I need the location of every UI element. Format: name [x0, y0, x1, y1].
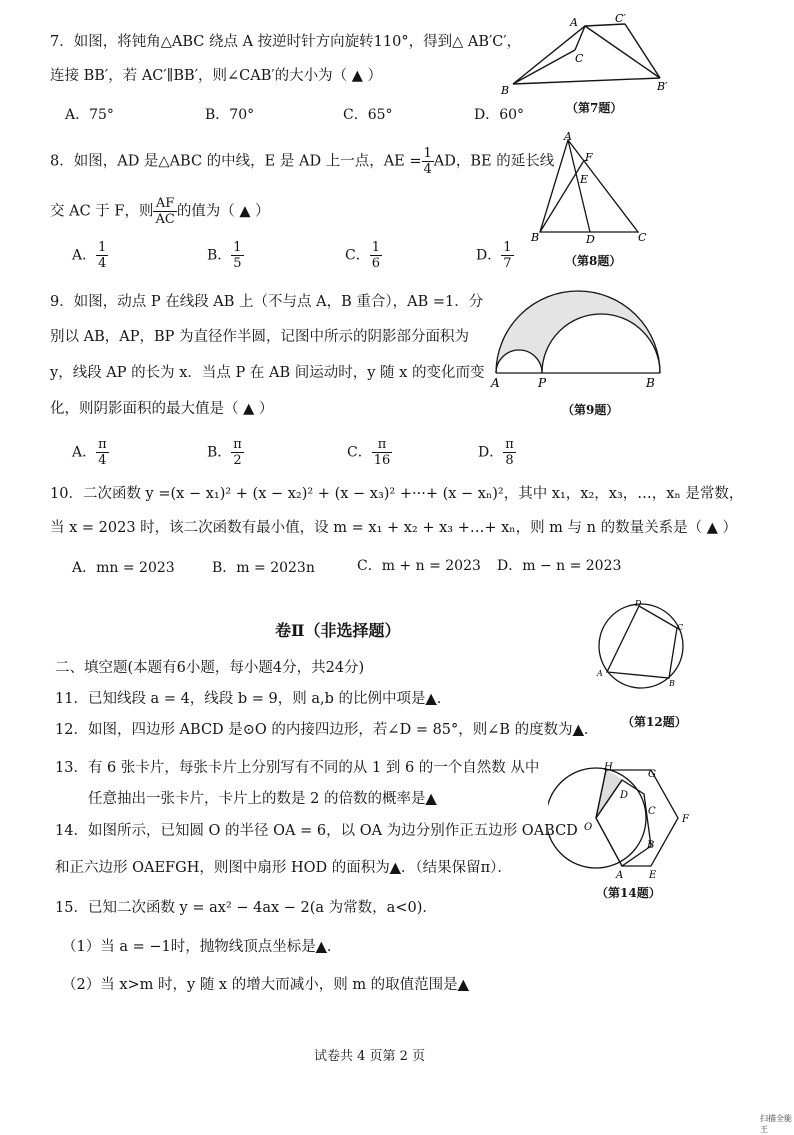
q7-figure — [495, 8, 680, 96]
q13-blank: ▲ — [425, 791, 437, 807]
q9-line3: y，线段 AP 的长为 x．当点 P 在 AB 间运动时，y 随 x 的变化而变 — [50, 365, 485, 381]
q9-option-a-den: 4 — [98, 453, 107, 468]
q7-option-a: A．75° — [65, 107, 114, 123]
q8-label-f: F — [585, 151, 593, 164]
q15-line1: 15．已知二次函数 y = ax² − 4ax − 2(a 为常数，a<0)． — [55, 900, 437, 916]
q8-label-b: B — [531, 231, 540, 244]
q14-label-b: B — [647, 840, 655, 851]
q9-option-b-num: π — [233, 437, 242, 452]
q9-option-b-den: 2 — [233, 453, 242, 468]
q14-blank: ▲ — [389, 860, 401, 876]
q8-ae-den: 4 — [423, 162, 432, 177]
q9-option-d — [478, 437, 516, 468]
q7-label-c: C — [575, 52, 584, 65]
q8-line2 — [50, 196, 270, 227]
q10-option-c: C．m + n = 2023 — [357, 558, 481, 574]
q12-tail: ． — [583, 722, 599, 738]
q9-option-d-den: 8 — [505, 453, 514, 468]
q11-blank: ▲ — [425, 691, 437, 707]
q9-line4: 化，则阴影面积的最大值是（ ▲ ） — [50, 401, 274, 417]
q9-option-a-label: A． — [72, 444, 97, 461]
q14-line1: 14．如图所示，已知圆 O 的半径 OA = 6，以 OA 为边分别作正五边形 OABCD — [55, 823, 578, 839]
q8-label-c: C — [638, 231, 647, 244]
q14-label-a: A — [616, 870, 624, 880]
q7-option-b: B．70° — [205, 107, 255, 123]
q8-label-a: A — [564, 130, 572, 143]
q14-label-d: D — [620, 790, 629, 801]
q8-caption: （第8题） — [565, 254, 622, 268]
q7-label-b-prime: B′ — [657, 80, 668, 93]
q14-label-o: O — [584, 822, 593, 833]
q13-line2 — [88, 789, 437, 809]
q14-figure — [548, 762, 698, 880]
q8-option-d-label: D． — [476, 247, 502, 264]
q8-label-e: E — [580, 173, 589, 186]
q8-ae-num: 1 — [423, 146, 432, 161]
q7-label-c-prime: C′ — [615, 12, 626, 25]
q9-option-a-num: π — [98, 437, 107, 452]
q10-option-b: B．m = 2023n — [212, 560, 315, 576]
q12-label-c: C — [677, 623, 684, 632]
q10-line1: 10．二次函数 y =(x − x₁)² + (x − x₂)² + (x − x₃)² +···+ (x − xₙ)²，其中 x₁，x₂，x₃，…，xₙ 是常数， — [50, 486, 744, 502]
q8-line2-head: 交 AC 于 F，则 — [50, 203, 154, 220]
q8-option-b-label: B． — [207, 247, 232, 264]
q14-label-e: E — [649, 870, 657, 880]
q11-line — [55, 689, 451, 709]
q15-sub2-text: （2）当 x>m 时，y 随 x 的增大而减小，则 m 的取值范围是 — [62, 977, 458, 993]
q8-option-c-num: 1 — [371, 240, 380, 255]
q9-figure — [488, 285, 668, 390]
q14-label-c: C — [648, 806, 656, 817]
section2-title: 卷Ⅱ（非选择题） — [275, 621, 401, 640]
q7-label-a: A — [570, 16, 578, 29]
q9-line2: 别以 AB，AP，BP 为直径作半圆，记图中所示的阴影部分面积为 — [50, 329, 469, 345]
q15-sub1-text: （1）当 a = −1时，抛物线顶点坐标是 — [62, 939, 316, 955]
q9-label-p: P — [538, 376, 547, 390]
q9-option-c — [347, 437, 392, 468]
q9-option-c-label: C． — [347, 444, 372, 461]
q8-frac-den: AC — [155, 212, 175, 227]
q9-label-a: A — [491, 376, 500, 390]
q7-option-c: C．65° — [343, 107, 393, 123]
q8-line1-head: 8．如图，AD 是△ABC 的中线，E 是 AD 上一点，AE = — [50, 153, 422, 170]
q8-option-c-label: C． — [345, 247, 370, 264]
q12-figure — [593, 598, 693, 693]
q9-option-a — [72, 437, 109, 468]
q15-sub1-tail: ． — [326, 939, 342, 955]
q14-tail: ．（结果保留π）． — [400, 860, 512, 876]
q9-option-d-num: π — [505, 437, 514, 452]
scanner-watermark: 扫描全能王 — [760, 1114, 792, 1134]
q12-caption: （第12题） — [622, 715, 687, 729]
q14-caption: （第14题） — [596, 886, 661, 900]
q14-label-g: G — [648, 769, 656, 780]
q9-option-b-label: B． — [207, 444, 232, 461]
q15-sub2 — [62, 975, 469, 995]
q10-line2: 当 x = 2023 时，该二次函数有最小值，设 m = x₁ + x₂ + x₃ +…+ xₙ，则 m 与 n 的数量关系是（ ▲ ） — [50, 520, 737, 536]
q8-frac-num: AF — [153, 196, 176, 212]
section2-heading: 二、填空题(本题有6小题，每小题4分，共24分) — [55, 660, 365, 676]
q13-text: 任意抽出一张卡片，卡片上的数是 2 的倍数的概率是 — [88, 791, 426, 807]
q9-option-d-label: D． — [478, 444, 504, 461]
q12-label-d: D — [635, 599, 642, 608]
q8-option-a-den: 4 — [98, 256, 107, 271]
q7-line1: 7．如图，将钝角△ABC 绕点 A 按逆时针方向旋转110°，得到△ AB′C′， — [50, 34, 522, 50]
q13-line1: 13．有 6 张卡片，每张卡片上分别写有不同的从 1 到 6 的一个自然数 从中 — [55, 760, 540, 776]
q12-line — [55, 720, 598, 740]
q7-label-b: B — [501, 84, 510, 96]
q8-line2-tail: 的值为（ ▲ ） — [176, 203, 270, 220]
q8-option-d-num: 1 — [503, 240, 512, 255]
q8-option-a-label: A． — [72, 247, 97, 264]
q15-sub2-blank: ▲ — [457, 977, 469, 993]
q14-text: 和正六边形 OAEFGH，则图中扇形 HOD 的面积为 — [55, 860, 390, 876]
q7-line2: 连接 BB′，若 AC′∥BB′，则∠CAB′的大小为（ ▲ ） — [50, 68, 383, 84]
q8-label-d: D — [586, 233, 595, 246]
q14-label-f: F — [682, 814, 689, 825]
q9-option-c-num: π — [372, 437, 393, 453]
q8-option-a — [72, 240, 108, 271]
q8-option-b-num: 1 — [233, 240, 242, 255]
q14-line2 — [55, 858, 512, 878]
q9-label-b: B — [646, 376, 655, 390]
q12-blank: ▲ — [572, 722, 584, 738]
q9-option-b — [207, 437, 244, 468]
q8-figure — [528, 130, 658, 246]
q8-option-b — [207, 240, 244, 271]
q8-ae-fraction — [422, 146, 434, 177]
q12-label-a: A — [597, 669, 603, 678]
q11-text: 11．已知线段 a = 4，线段 b = 9，则 a,b 的比例中项是 — [55, 691, 426, 707]
q9-caption: （第9题） — [562, 403, 619, 417]
q10-option-a: A．mn = 2023 — [72, 560, 175, 576]
q15-sub1-blank: ▲ — [315, 939, 327, 955]
q8-option-a-num: 1 — [98, 240, 107, 255]
q8-option-c-den: 6 — [371, 256, 380, 271]
q8-line1-tail: AD，BE 的延长线 — [433, 153, 555, 170]
q7-option-d: D．60° — [474, 107, 525, 123]
q12-text: 12．如图，四边形 ABCD 是⊙O 的内接四边形，若∠D = 85°，则∠B 的度数为 — [55, 722, 573, 738]
q8-af-ac-fraction — [153, 196, 176, 227]
q8-option-c — [345, 240, 382, 271]
q9-line1: 9．如图，动点 P 在线段 AB 上（不与点 A，B 重合），AB =1．分 — [50, 294, 484, 310]
q7-caption: （第7题） — [566, 101, 623, 115]
q8-option-b-den: 5 — [233, 256, 242, 271]
q14-label-h: H — [604, 762, 613, 773]
q8-option-d-den: 7 — [503, 256, 512, 271]
q10-option-d: D．m − n = 2023 — [497, 558, 622, 574]
q15-sub1 — [62, 937, 341, 957]
q8-option-d — [476, 240, 514, 271]
q11-tail: ． — [436, 691, 452, 707]
q8-line1 — [50, 146, 554, 177]
page-footer: 试卷共 4 页第 2 页 — [314, 1049, 426, 1064]
q12-label-b: B — [669, 679, 675, 688]
q9-option-c-den: 16 — [373, 453, 391, 468]
